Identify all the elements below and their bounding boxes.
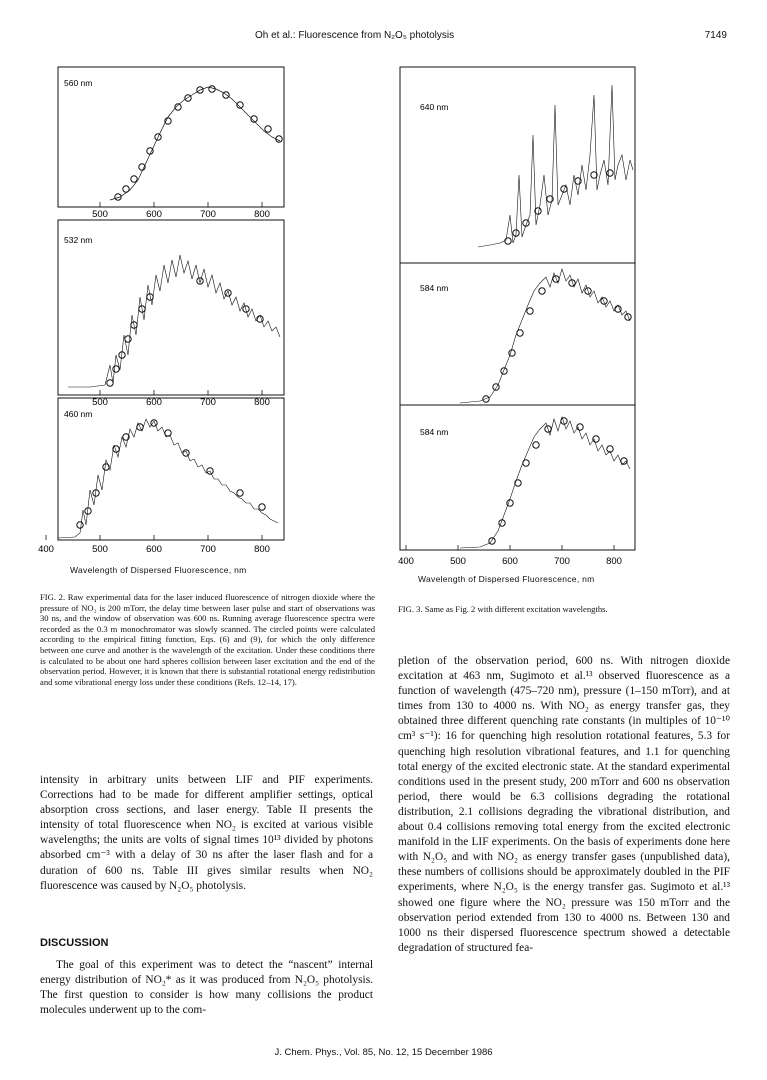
tick-label: 500 [450, 556, 466, 567]
running-header: Oh et al.: Fluorescence from N₂O₅ photolysis [255, 30, 455, 41]
fig3-panel-584-b [400, 405, 635, 550]
spectrum-trace [478, 85, 633, 247]
right-column-paragraph: pletion of the observation period, 600 ns. With nitrogen dioxide excitation at 463 nm, Sugimoto et al.¹³ observed fluorescence as a function of wavelength (475–720 nm), pressure (1–150 mTorr), and at times from 130 to 4000 ns. With NO₂ as energy transfer gas, they obtained three different quenching rate constants (in multiples of 10⁻¹⁰ cm³ s⁻¹): 16 for quenching high resolution rotational features, 5.3 for quenching high resolution vibrational features, and 1.1 for quenching total energy of the excited electronic state. At the standard experimental conditions used in the present study, 200 mTorr and 600 ns observation period, there would be 6.3 collisions degrading the rotational distribution, 2.1 collisions degrading the vibrational distribution, and about 0.4 collisions removing total energy from the excited electronic manifold in the LIF experiments. On the basis of experiments done here with N₂O₅ and with NO₂ as energy transfer gases (unpublished data), these numbers of collisions should be approximately doubled in the PIF experiments, where N₂O₅ is the energy transfer gas. Sugimoto et al.¹³ showed one figure where the NO₂ pressure was 150 mTorr and the observation period extended from 130 to 4000 ns. Between 130 and 1000 ns their dispersed fluorescence spectrum showed a detectable degradation of structured fea- [398, 655, 730, 954]
tick-label: 600 [146, 209, 162, 220]
tick-label: 700 [200, 397, 216, 408]
fig2-panel-532 [58, 220, 284, 408]
tick-label: 500 [92, 544, 108, 555]
fitted-points [77, 420, 265, 528]
tick-label: 600 [146, 397, 162, 408]
page-footer: J. Chem. Phys., Vol. 85, No. 12, 15 December 1986 [274, 1047, 493, 1058]
panel-label: 640 nm [420, 102, 449, 112]
fig2-panel-560 [58, 67, 284, 220]
panel-label: 560 nm [64, 78, 93, 88]
tick-label: 600 [146, 544, 162, 555]
spectrum-trace [58, 419, 278, 538]
fitted-points [483, 276, 631, 402]
tick-label: 400 [38, 544, 54, 555]
spectrum-trace [68, 255, 280, 387]
fig3-xaxis-title: Wavelength of Dispersed Fluorescence, nm [418, 574, 595, 584]
fig3-panel-584-a [400, 263, 635, 405]
fig3-panel-640 [400, 67, 635, 263]
tick-label: 800 [254, 544, 270, 555]
tick-label: 600 [502, 556, 518, 567]
page-number: 7149 [704, 30, 727, 41]
fig2-bottom-ticks [38, 540, 296, 560]
spectrum-trace [110, 87, 280, 200]
figure-3 [400, 65, 640, 555]
fig2-caption: FIG. 2. Raw experimental data for the laser induced fluorescence of nitrogen dioxide where the pressure of NO₂ is 200 mTorr, the delay time between laser pulse and start of observations was 30 ns, and the window of observation was 600 ns. Running average fluorescence spectra were recorded as the 0.3 m monochromator was slowly scanned. The circled points were calculated according to the empirical fitting function, Eqs. (6) and (9), for which the only difference between one curve and another is the wavelength of the excitation. Under these conditions there is calculated to be about one hard spheres collision between laser excitation and the end of the observation period. However, it is known that there is substantial rotational energy redistribution and some vibrational energy loss under these conditions (Refs. 12–14, 17). [40, 592, 375, 687]
tick-label: 500 [92, 209, 108, 220]
fig2-panel-460 [46, 398, 284, 540]
tick-label: 800 [254, 209, 270, 220]
tick-label: 800 [606, 556, 622, 567]
left-column-paragraph-2: The goal of this experiment was to detect the “nascent” internal energy distribution of NO₂* as it was produced from N₂O₅ photolysis. The first question to consider is how many collisions the product molecules underwent up to the com- [40, 959, 373, 1017]
section-heading-discussion: DISCUSSION [40, 937, 109, 949]
tick-label: 400 [398, 556, 414, 567]
figure-2 [50, 65, 290, 545]
spectrum-trace [460, 417, 630, 548]
fig3-caption: FIG. 3. Same as Fig. 2 with different excitation wavelengths. [398, 604, 608, 614]
tick-label: 700 [200, 544, 216, 555]
panel-label: 584 nm [420, 427, 449, 437]
panel-label: 584 nm [420, 283, 449, 293]
fitted-points [115, 86, 282, 200]
tick-label: 700 [200, 209, 216, 220]
tick-label: 500 [92, 397, 108, 408]
panel-label: 460 nm [64, 409, 93, 419]
left-column-paragraph-1: intensity in arbitrary units between LIF and PIF experiments. Corrections had to be made for different amplifier settings, optical absorption cross sections, and laser energy. Table II presents the intensity of total fluorescence when NO₂ is excited at various visible wavelengths; the units are volts of signal times 10¹³ divided by photons absorbed cm⁻³ with a delay of 30 ns after the laser flash and for a duration of 600 ns. Table III gives similar results when NO₂ fluorescence was caused by N₂O₅ photolysis. [40, 774, 373, 892]
fig2-xaxis-title: Wavelength of Dispersed Fluorescence, nm [70, 565, 247, 575]
fig3-bottom-ticks [396, 552, 646, 572]
tick-label: 700 [554, 556, 570, 567]
fitted-points [489, 418, 627, 544]
panel-label: 532 nm [64, 235, 93, 245]
tick-label: 800 [254, 397, 270, 408]
